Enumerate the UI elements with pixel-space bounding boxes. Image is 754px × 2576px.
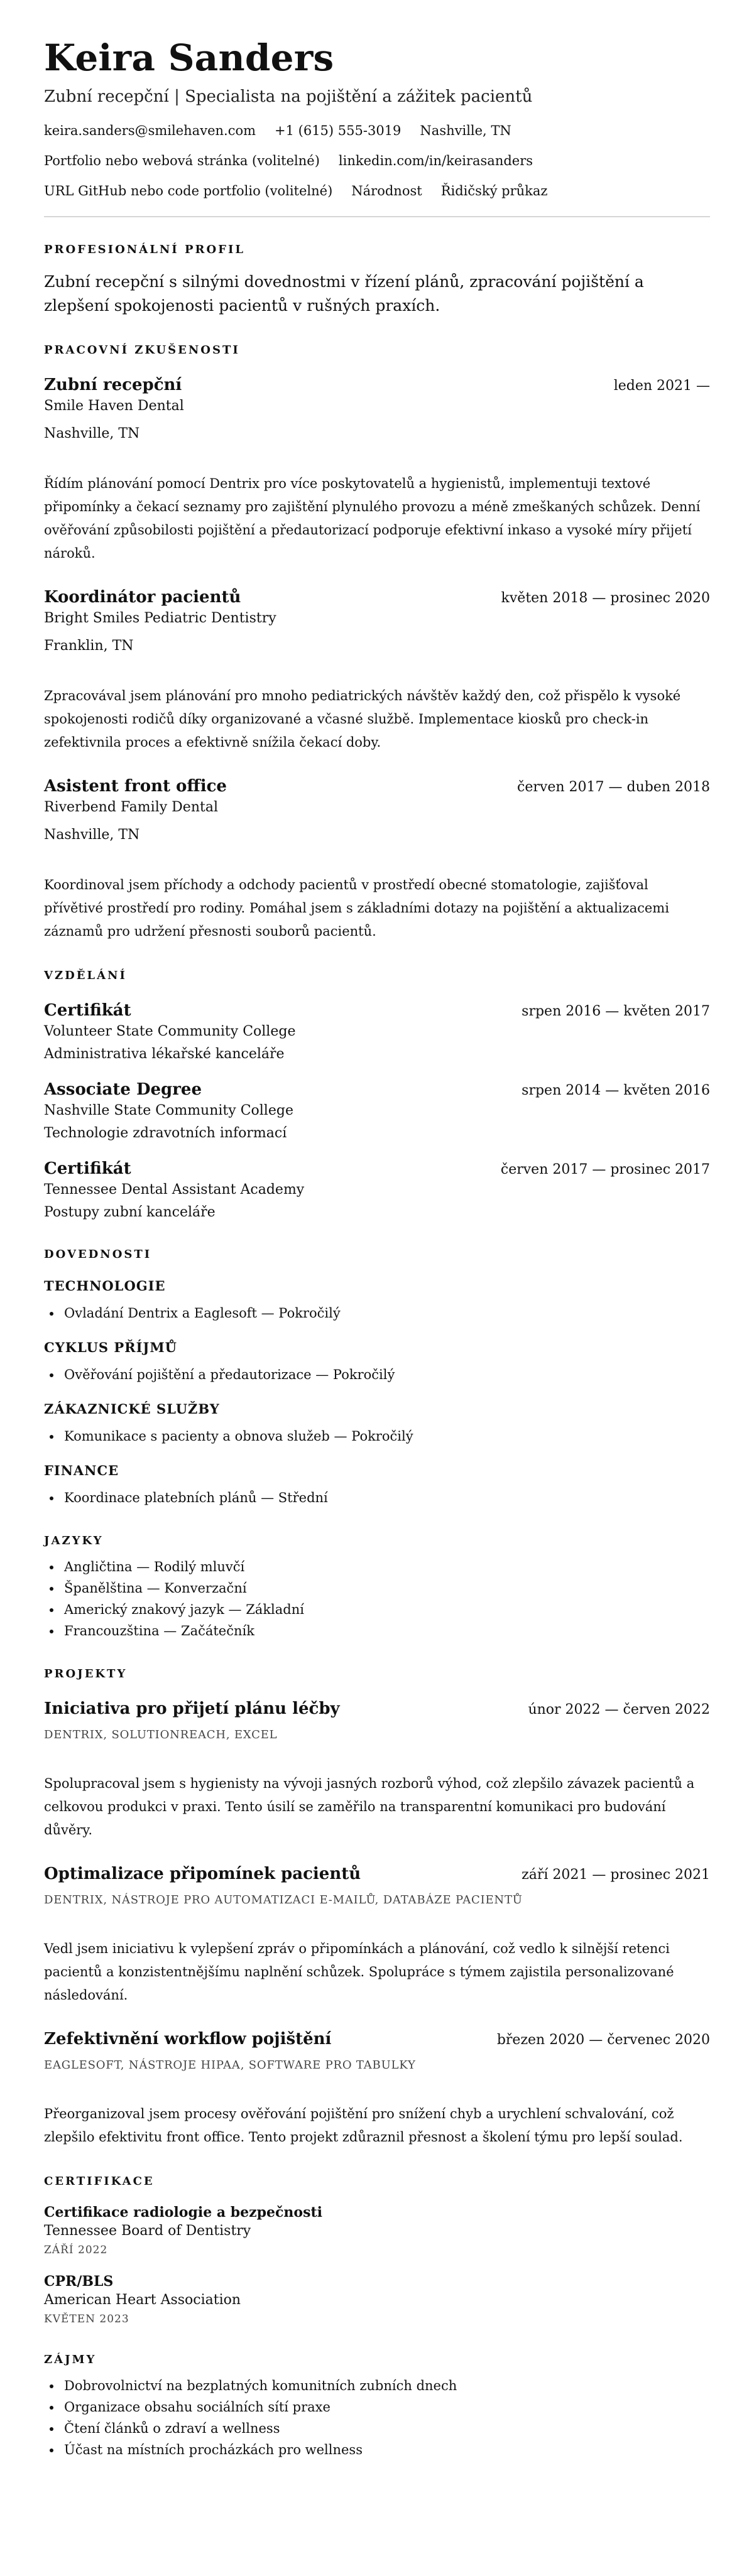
- language-item: • Španělština — Konverzační: [62, 1578, 710, 1599]
- project-description: Vedl jsem iniciativu k vylepšení zpráv o připomínkách a plánování, což vedlo k silnější retenci pacientů a konzistentnějšímu naplnění schůzek. Spolupráce s týmem zajistila personalizované následování.: [44, 1941, 674, 2003]
- project-tags: DENTRIX, NÁSTROJE PRO AUTOMATIZACI E-MAILŮ, DATABÁZE PACIENTŮ: [44, 1893, 523, 1907]
- project-item: [44, 1698, 710, 1842]
- school: Tennessee Dental Assistant Academy: [44, 1182, 305, 1198]
- license-label: Řidičský průkaz: [440, 183, 548, 198]
- field-of-study: Technologie zdravotních informací: [44, 1125, 287, 1141]
- job-description: Zpracovával jsem plánování pro mnoho pediatrických návštěv každý den, což přispělo k vysoké spokojenosti rodičů díky organizované a včasné službě. Implementace kiosků pro check-in zefektivnila proces a efektivně snížila čekací doby.: [44, 688, 681, 750]
- degree: Certifikát: [44, 1001, 131, 1020]
- certifications-heading: CERTIFIKACE: [44, 2175, 155, 2188]
- certification-item: [44, 2272, 710, 2327]
- job-description: Řídím plánování pomocí Dentrix pro více poskytovatelů a hygienistů, implementuji textové připomínky a čekací seznamy pro zajištění plynulého provozu a méně zmeškaných schůzek. Denní ověřování způsobilosti pojištění a předautorizací podporuje efektivní inkaso a vysoké míry přijetí nároků.: [44, 476, 701, 561]
- project-date: září 2021 — prosinec 2021: [522, 1867, 710, 1883]
- skill-item: • Ovladání Dentrix a Eaglesoft — Pokročilý: [62, 1302, 710, 1324]
- project-name: Zefektivnění workflow pojištění: [44, 2030, 332, 2048]
- job-date: leden 2021 —: [613, 378, 710, 394]
- experience-item: [44, 374, 710, 565]
- skill-list: [44, 1364, 710, 1385]
- contact-row-1: [44, 122, 710, 139]
- portfolio-label: Portfolio nebo webová stránka (volitelné): [44, 153, 320, 168]
- languages-heading: JAZYKY: [44, 1534, 104, 1547]
- certification-item: [44, 2203, 710, 2258]
- certification-issuer: Tennessee Board of Dentistry: [44, 2223, 251, 2239]
- job-title: Koordinátor pacientů: [44, 588, 241, 607]
- experience-item: [44, 587, 710, 754]
- location: Nashville, TN: [420, 123, 511, 138]
- education-date: červen 2017 — prosinec 2017: [500, 1162, 710, 1177]
- skill-item: • Koordinace platebních plánů — Střední: [62, 1487, 710, 1508]
- degree: Certifikát: [44, 1159, 131, 1178]
- interests-heading: ZÁJMY: [44, 2353, 97, 2366]
- profile-text: Zubní recepční s silnými dovednostmi v řízení plánů, zpracování pojištění a zlepšení spokojenosti pacientů v rušných praxích.: [44, 273, 644, 315]
- certification-date: KVĚTEN 2023: [44, 2313, 129, 2325]
- company: Smile Haven Dental: [44, 398, 184, 414]
- github-label: URL GitHub nebo code portfolio (volitelné): [44, 183, 333, 198]
- field-of-study: Postupy zubní kanceláře: [44, 1204, 216, 1220]
- projects-heading: PROJEKTY: [44, 1667, 128, 1680]
- skill-list: [44, 1426, 710, 1447]
- skill-list: [44, 1487, 710, 1508]
- experience-item: [44, 776, 710, 943]
- skill-category: FINANCE: [44, 1463, 119, 1478]
- education-item: [44, 1158, 710, 1222]
- project-description: Spolupracoval jsem s hygienisty na vývoji jasných rozborů výhod, což zlepšilo závazek pacientů a celkovou produkci v praxi. Tento úsilí se zaměřilo na transparentní komunikaci pro budování důvěry.: [44, 1776, 695, 1837]
- project-tags: DENTRIX, SOLUTIONREACH, EXCEL: [44, 1728, 278, 1741]
- education-date: srpen 2016 — květen 2017: [522, 1004, 710, 1019]
- job-date: květen 2018 — prosinec 2020: [501, 590, 710, 606]
- school: Volunteer State Community College: [44, 1024, 296, 1039]
- language-item: • Francouzština — Začátečník: [62, 1620, 710, 1642]
- profile-heading: PROFESIONÁLNÍ PROFIL: [44, 243, 246, 256]
- education-item: [44, 1000, 710, 1064]
- skill-category: CYKLUS PŘÍJMŮ: [44, 1339, 177, 1355]
- job-title: Asistent front office: [44, 777, 227, 796]
- skill-item: • Ověřování pojištění a předautorizace — Pokročilý: [62, 1364, 710, 1385]
- field-of-study: Administrativa lékařské kanceláře: [44, 1046, 285, 1062]
- contact-row-3: [44, 182, 710, 200]
- job-location: Franklin, TN: [44, 638, 134, 654]
- job-description: Koordinoval jsem příchody a odchody pacientů v prostředí obecné stomatologie, zajišťoval přívětivé prostředí pro rodiny. Pomáhal jsem s základními dotazy na pojištění a aktualizacemi záznamů pro udržení přesnosti souborů pacientů.: [44, 877, 669, 939]
- project-tags: EAGLESOFT, NÁSTROJE HIPAA, SOFTWARE PRO TABULKY: [44, 2059, 416, 2072]
- certification-name: Certifikace radiologie a bezpečnosti: [44, 2204, 322, 2221]
- project-name: Optimalizace připomínek pacientů: [44, 1864, 361, 1883]
- certification-date: ZÁŘÍ 2022: [44, 2244, 108, 2256]
- company: Riverbend Family Dental: [44, 799, 218, 815]
- contact-row-2: [44, 152, 710, 170]
- language-item: • Americký znakový jazyk — Základní: [62, 1599, 710, 1620]
- skill-item: • Komunikace s pacienty a obnova služeb — Pokročilý: [62, 1426, 710, 1447]
- education-date: srpen 2014 — květen 2016: [522, 1083, 710, 1098]
- language-item: • Angličtina — Rodilý mluvčí: [62, 1556, 710, 1578]
- skill-category: TECHNOLOGIE: [44, 1278, 166, 1294]
- job-title: Zubní recepční: [44, 376, 182, 394]
- skills-heading: DOVEDNOSTI: [44, 1248, 152, 1261]
- interest-item: • Organizace obsahu sociálních sítí praxe: [62, 2396, 710, 2418]
- project-date: březen 2020 — červenec 2020: [496, 2032, 710, 2048]
- headline: Zubní recepční | Specialista na pojištění a zážitek pacientů: [44, 87, 533, 106]
- project-name: Iniciativa pro přijetí plánu léčby: [44, 1699, 340, 1718]
- project-description: Přeorganizoval jsem procesy ověřování pojištění pro snížení chyb a urychlení schvalování, což zlepšilo efektivitu front office. Tento projekt zdůraznil přesnost a školení týmu pro lepší soulad.: [44, 2106, 683, 2145]
- linkedin-link[interactable]: linkedin.com/in/keirasanders: [338, 153, 533, 168]
- project-item: [44, 1863, 710, 2007]
- skill-list: [44, 1302, 710, 1324]
- candidate-name: Keira Sanders: [44, 36, 334, 79]
- project-date: únor 2022 — červen 2022: [528, 1702, 710, 1718]
- job-location: Nashville, TN: [44, 426, 140, 441]
- skill-category: ZÁKAZNICKÉ SLUŽBY: [44, 1401, 220, 1417]
- school: Nashville State Community College: [44, 1103, 293, 1118]
- interest-item: • Účast na místních procházkách pro wellness: [62, 2439, 710, 2460]
- project-item: [44, 2028, 710, 2149]
- experience-heading: PRACOVNÍ ZKUŠENOSTI: [44, 344, 240, 357]
- company: Bright Smiles Pediatric Dentistry: [44, 610, 276, 626]
- header-divider: [44, 216, 710, 217]
- degree: Associate Degree: [44, 1080, 202, 1099]
- phone: +1 (615) 555-3019: [275, 123, 402, 138]
- education-item: [44, 1079, 710, 1143]
- language-list: [44, 1556, 710, 1642]
- job-location: Nashville, TN: [44, 827, 140, 843]
- job-date: červen 2017 — duben 2018: [517, 779, 710, 795]
- nationality-label: Národnost: [351, 183, 422, 198]
- email-link[interactable]: keira.sanders@smilehaven.com: [44, 123, 256, 138]
- interest-item: • Čtení článků o zdraví a wellness: [62, 2418, 710, 2439]
- interest-item: • Dobrovolnictví na bezplatných komunitních zubních dnech: [62, 2375, 710, 2396]
- education-heading: VZDĚLÁNÍ: [44, 969, 127, 982]
- certification-name: CPR/BLS: [44, 2273, 114, 2290]
- interest-list: [44, 2375, 710, 2460]
- certification-issuer: American Heart Association: [44, 2292, 241, 2308]
